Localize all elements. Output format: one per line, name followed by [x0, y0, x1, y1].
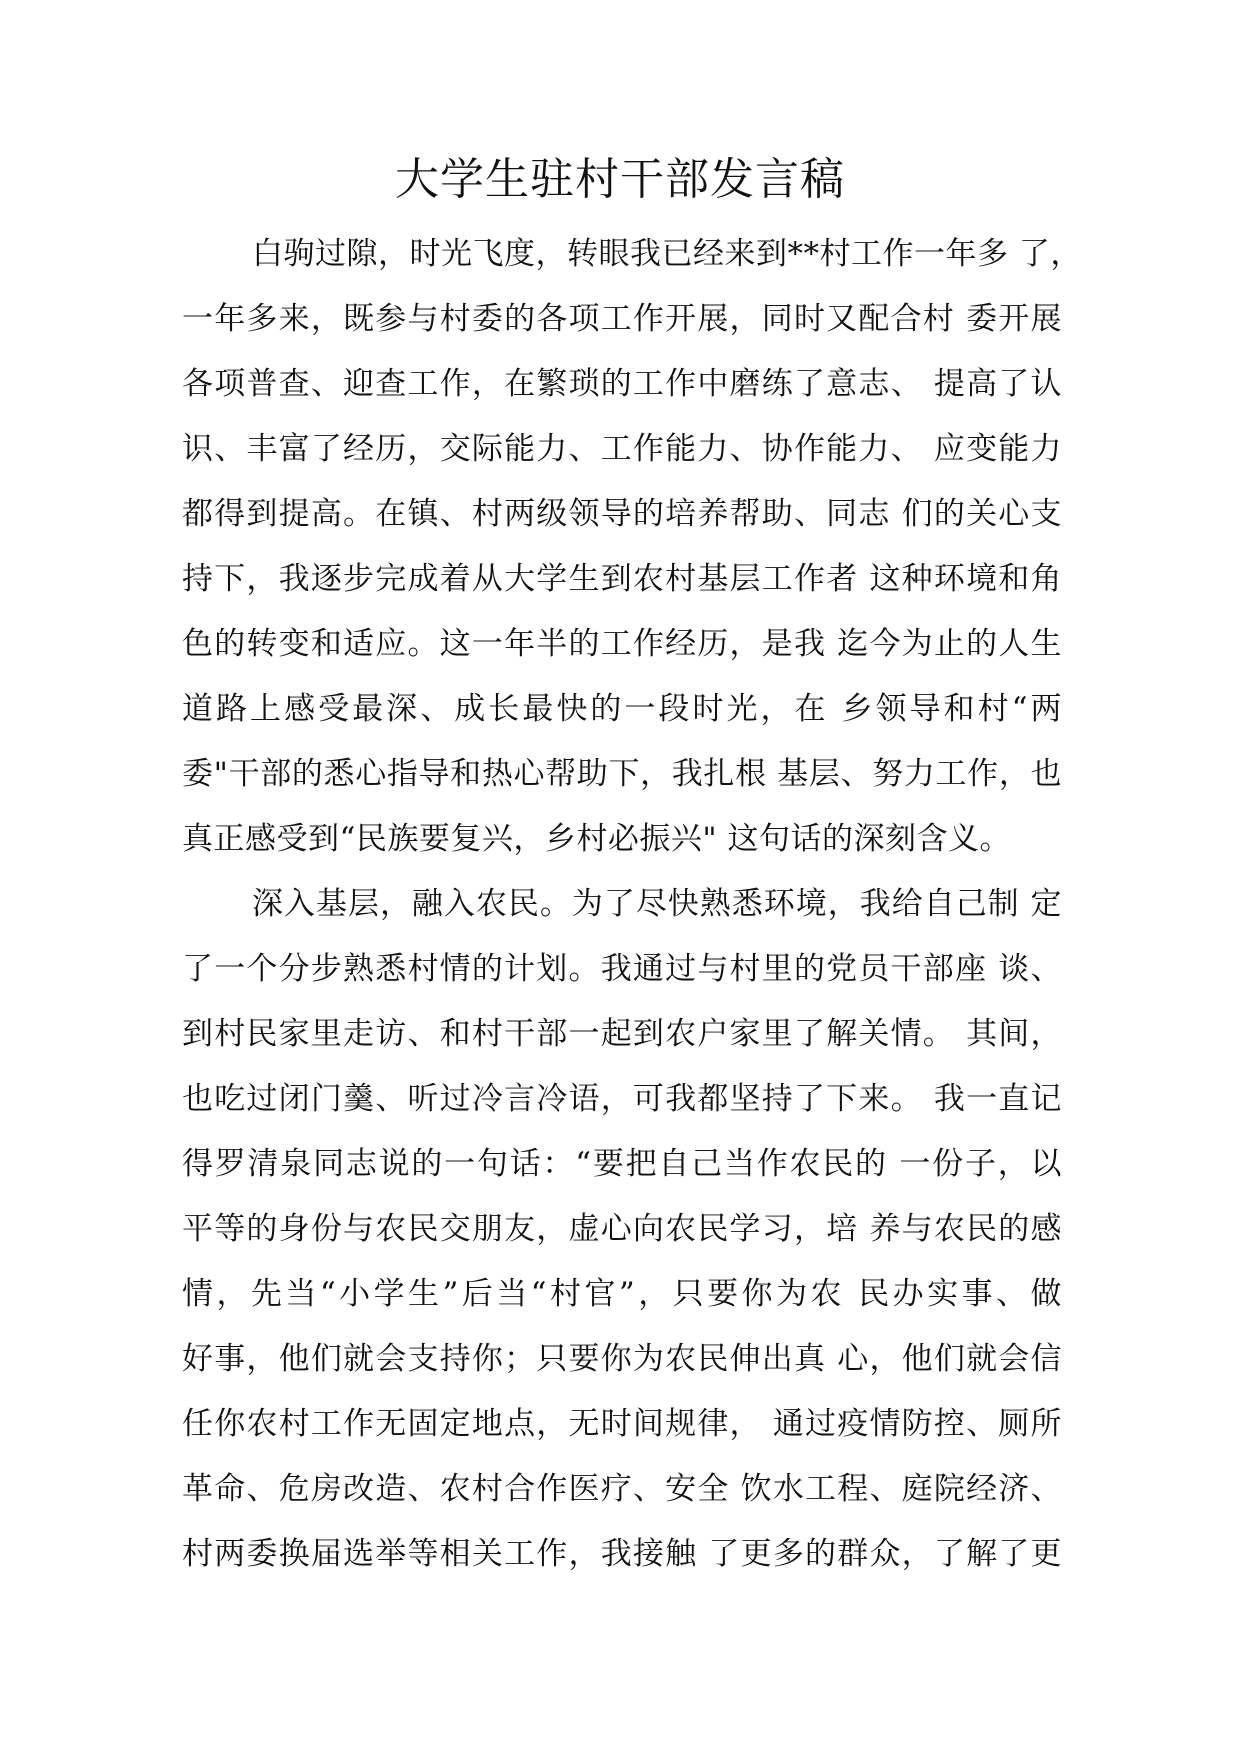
paragraph-2-line-8: 好事，他们就会支持你；只要你为农民伸出真 心，他们就会信: [182, 1341, 1062, 1377]
document-title: 大学生驻村干部发言稿: [395, 154, 845, 205]
paragraph-2-line-4: 也吃过闭门羹、听过冷言冷语，可我都坚持了下来。 我一直记: [182, 1081, 1062, 1117]
paragraph-1-line-9: 委"干部的悉心指导和热心帮助下，我扎根 基层、努力工作，也: [182, 756, 1062, 792]
paragraph-1-line-10: 真正感受到“民族要复兴，乡村必振兴" 这句话的深刻含义。: [182, 821, 1011, 857]
paragraph-2-line-7: 情，先当“小学生”后当“村官”，只要你为农 民办实事、做: [182, 1276, 1062, 1312]
paragraph-1-line-3: 各项普查、迎查工作，在繁琐的工作中磨练了意志、 提高了认: [182, 366, 1062, 402]
paragraph-2-line-10: 革命、危房改造、农村合作医疗、安全 饮水工程、庭院经济、: [182, 1471, 1062, 1507]
paragraph-1-line-8: 道路上感受最深、成长最快的一段时光，在 乡领导和村“两: [182, 691, 1062, 727]
paragraph-2-line-3: 到村民家里走访、和村干部一起到农户家里了解关情。 其间，: [182, 1016, 1062, 1052]
paragraph-2-line-1: 深入基层，融入农民。为了尽快熟悉环境，我给自己制 定: [252, 886, 1062, 922]
paragraph-2-line-5: 得罗清泉同志说的一句话：“要把自己当作农民的 一份子，以: [182, 1146, 1062, 1182]
paragraph-1-line-5: 都得到提高。在镇、村两级领导的培养帮助、同志 们的关心支: [182, 496, 1062, 532]
paragraph-1-line-6: 持下，我逐步完成着从大学生到农村基层工作者 这种环境和角: [182, 561, 1062, 597]
paragraph-2-line-2: 了一个分步熟悉村情的计划。我通过与村里的党员干部座 谈、: [182, 951, 1062, 987]
paragraph-2-line-11: 村两委换届选举等相关工作，我接触 了更多的群众，了解了更: [182, 1536, 1062, 1572]
paragraph-2-line-6: 平等的身份与农民交朋友，虚心向农民学习，培 养与农民的感: [182, 1211, 1062, 1247]
paragraph-1-line-7: 色的转变和适应。这一年半的工作经历，是我 迄今为止的人生: [182, 626, 1062, 662]
document-body: [182, 222, 1082, 1587]
paragraph-2-line-9: 任你农村工作无固定地点，无时间规律， 通过疫情防控、厕所: [182, 1406, 1062, 1442]
paragraph-1-line-4: 识、丰富了经历，交际能力、工作能力、协作能力、 应变能力: [182, 431, 1062, 467]
paragraph-1-line-1: 白驹过隙，时光飞度，转眼我已经来到**村工作一年多 了，: [252, 236, 1082, 272]
paragraph-1-line-2: 一年多来，既参与村委的各项工作开展，同时又配合村 委开展: [182, 301, 1062, 337]
